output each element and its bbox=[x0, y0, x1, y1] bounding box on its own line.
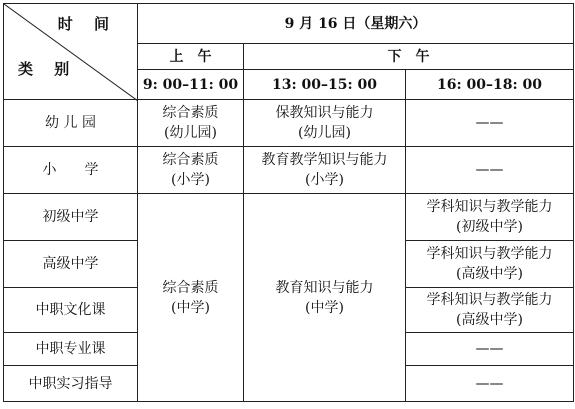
category-cell: 初级中学 bbox=[4, 194, 138, 241]
slot3-cell: —— bbox=[406, 366, 574, 402]
subject-name: 学科知识与教学能力 bbox=[426, 292, 553, 308]
subject-name: 学科知识与教学能力 bbox=[426, 199, 553, 215]
morning-header: 上 午 bbox=[138, 44, 244, 70]
schedule-table bbox=[3, 3, 574, 402]
subject-name: 教育知识与能力 bbox=[275, 279, 374, 296]
slot3-cell bbox=[406, 194, 574, 241]
subject-level: (中学) bbox=[305, 299, 344, 316]
subject-level: (小学) bbox=[305, 172, 344, 188]
subject-name: 综合素质 bbox=[162, 152, 219, 168]
subject-name: 综合素质 bbox=[162, 279, 219, 296]
subject-name: 保教知识与能力 bbox=[275, 105, 374, 121]
date-header: 9 月 16 日（星期六） bbox=[138, 4, 574, 44]
category-cell: 高级中学 bbox=[4, 241, 138, 288]
slot1-cell bbox=[138, 147, 244, 194]
category-cell: 中职实习指导 bbox=[4, 366, 138, 402]
table-row bbox=[4, 100, 574, 147]
subject-level: (初级中学) bbox=[456, 219, 523, 235]
category-cell: 幼 儿 园 bbox=[4, 100, 138, 147]
slot3-cell bbox=[406, 241, 574, 288]
slot1-merged-cell bbox=[138, 194, 244, 402]
subject-name: 教育教学知识与能力 bbox=[261, 152, 388, 168]
subject-name: 综合素质 bbox=[162, 105, 219, 121]
subject-level: (幼儿园) bbox=[164, 125, 217, 141]
table-row bbox=[4, 147, 574, 194]
slot3-cell: —— bbox=[406, 100, 574, 147]
table-row bbox=[4, 194, 574, 241]
slot-header-1: 9: 00–11: 00 bbox=[138, 70, 244, 100]
corner-header bbox=[4, 4, 138, 100]
subject-level: (高级中学) bbox=[456, 312, 523, 328]
slot3-cell: —— bbox=[406, 333, 574, 366]
subject-level: (小学) bbox=[171, 172, 210, 188]
category-cell: 小 学 bbox=[4, 147, 138, 194]
afternoon-header: 下 午 bbox=[244, 44, 574, 70]
slot2-cell bbox=[244, 100, 406, 147]
subject-name: 学科知识与教学能力 bbox=[426, 246, 553, 262]
slot2-merged-cell bbox=[244, 194, 406, 402]
slot-header-2: 13: 00–15: 00 bbox=[244, 70, 406, 100]
category-cell: 中职专业课 bbox=[4, 333, 138, 366]
slot1-cell bbox=[138, 100, 244, 147]
slot3-cell bbox=[406, 288, 574, 333]
subject-level: (幼儿园) bbox=[298, 125, 351, 141]
header-category: 类 别 bbox=[18, 60, 78, 78]
slot3-cell: —— bbox=[406, 147, 574, 194]
slot2-cell bbox=[244, 147, 406, 194]
slot-header-3: 16: 00–18: 00 bbox=[406, 70, 574, 100]
header-time: 时 间 bbox=[57, 15, 117, 33]
category-cell: 中职文化课 bbox=[4, 288, 138, 333]
subject-level: (高级中学) bbox=[456, 266, 523, 282]
exam-schedule bbox=[3, 3, 574, 402]
subject-level: (中学) bbox=[171, 299, 210, 316]
